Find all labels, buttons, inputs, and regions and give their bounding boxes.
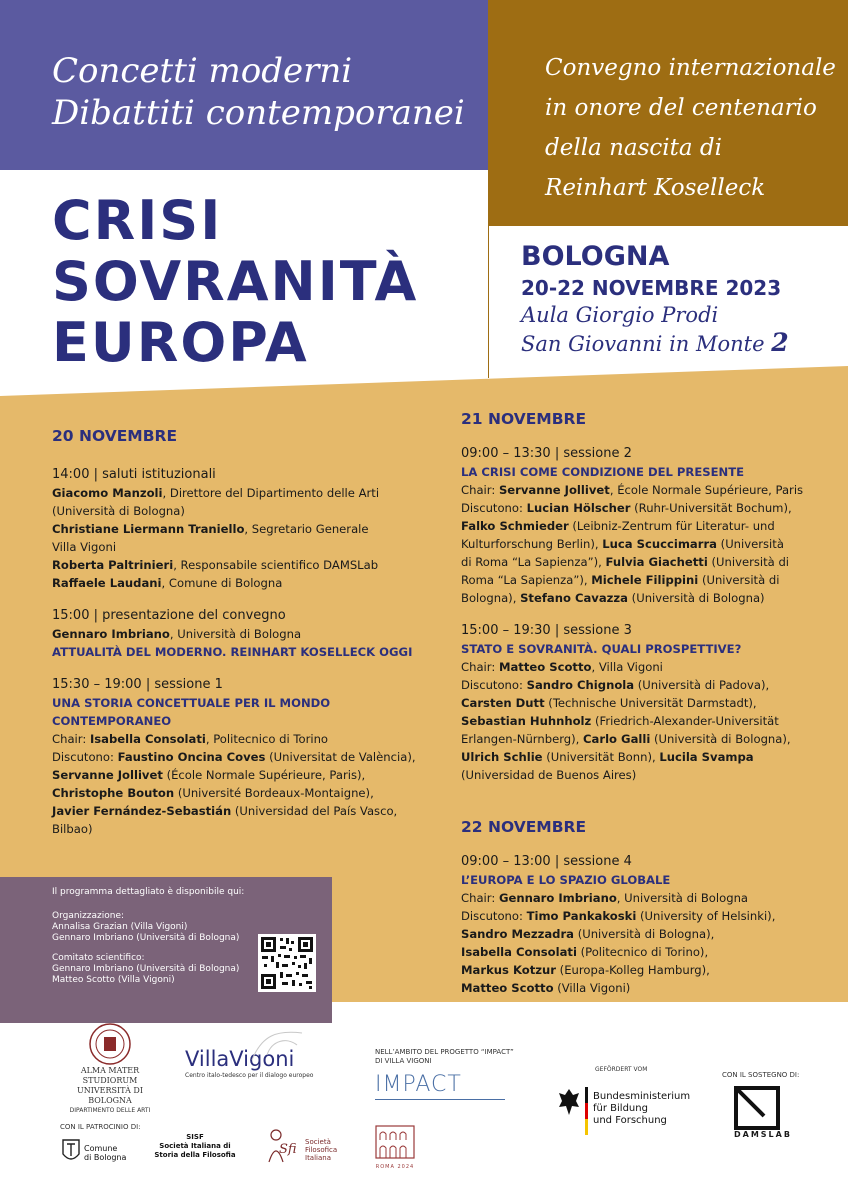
info-box (0, 877, 332, 1023)
speaker-line (461, 589, 836, 607)
intro-line: in onore del centenario (545, 95, 817, 121)
unibo-logo (60, 1022, 160, 1116)
speaker-line (461, 553, 836, 571)
sfi-line: Filosofica (305, 1146, 338, 1154)
bmbf-logo (555, 1065, 695, 1126)
damslab-logo (722, 1070, 822, 1139)
program-link-text: Il programma dettagliato è disponibile qui: (52, 887, 245, 897)
speaker-line (461, 961, 836, 979)
committee-label: Comitato scientifico: (52, 953, 145, 963)
speaker-line (52, 802, 432, 820)
speaker-name: Gennaro Imbriano (52, 627, 170, 641)
comune-line: di Bologna (84, 1153, 127, 1162)
speaker-role: , Politecnico di Torino (205, 732, 329, 746)
session-title: L’EUROPA E LO SPAZIO GLOBALE (461, 873, 671, 887)
main-title (52, 190, 418, 373)
session-time: 09:00 – 13:00 | sessione 4 (461, 854, 632, 869)
speaker-name: Isabella Consolati (89, 732, 206, 746)
intro-line: della nascita di (545, 135, 722, 161)
speaker-role: , Segretario Generale (244, 522, 369, 536)
speaker-line (461, 535, 836, 553)
day2-program (461, 444, 836, 784)
speaker-line (461, 925, 836, 943)
speaker-name: Luca Scuccimarra (602, 537, 717, 551)
speaker-line: Villa Vigoni (52, 540, 117, 554)
impact-rule (375, 1099, 505, 1100)
speaker-role: (Université Bordeaux-Montaigne), (174, 786, 374, 800)
speaker-line (52, 484, 432, 502)
speaker-role: Kulturforschung Berlin), (461, 537, 603, 551)
speaker-prefix: Chair: (461, 483, 499, 497)
eagle-icon (557, 1087, 581, 1117)
speaker-name: Raffaele Laudani (52, 576, 162, 590)
main-title-line: SOVRANITÀ (52, 250, 419, 313)
speaker-name: Sandro Mezzadra (461, 927, 575, 941)
speaker-prefix: Discutono: (461, 501, 527, 515)
day-heading: 22 NOVEMBRE (461, 818, 587, 836)
speaker-role: (Universidad del País Vasco, (231, 804, 398, 818)
speaker-role: (Europa-Kolleg Hamburg), (556, 963, 710, 977)
org-label: Organizzazione: (52, 911, 125, 921)
speaker-name: Lucian Hölscher (526, 501, 631, 515)
speaker-role: Roma “La Sapienza”), (461, 573, 592, 587)
speaker-name: Matteo Scotto (498, 660, 592, 674)
speaker-role: (Politecnico di Torino), (576, 945, 709, 959)
speaker-name: Timo Pankakoski (526, 909, 637, 923)
speaker-role: Bologna), (461, 591, 521, 605)
main-title-line: CRISI (52, 189, 223, 252)
speaker-role: (Università di Padova), (634, 678, 770, 692)
speaker-role: (Ruhr-Universität Bochum), (630, 501, 792, 515)
speaker-role: (Universität Bonn), (542, 750, 660, 764)
session-title: CONTEMPORANEO (52, 714, 172, 728)
speaker-prefix: Chair: (52, 732, 90, 746)
venue-hall: Aula Giorgio Prodi (521, 303, 719, 327)
speaker-role: , Villa Vigoni (591, 660, 663, 674)
speaker-name: Markus Kotzur (461, 963, 556, 977)
speaker-role: (Università di Bologna), (650, 732, 791, 746)
speaker-line (52, 784, 432, 802)
venue-block (521, 240, 789, 358)
speaker-prefix: Chair: (461, 660, 499, 674)
venue-city: BOLOGNA (521, 241, 670, 272)
unibo-seal-icon (88, 1022, 132, 1066)
speaker-line (461, 481, 836, 499)
speaker-role: (Technische Universität Darmstadt), (544, 696, 757, 710)
impact-logo (375, 1048, 535, 1100)
flag-stripe (585, 1087, 588, 1135)
session-title: UNA STORIA CONCETTUALE PER IL MONDO (52, 696, 331, 710)
divider-line (488, 226, 489, 378)
unibo-line: ALMA MATER STUDIORUM (80, 1066, 140, 1085)
sfi-line: Società (305, 1138, 331, 1146)
speaker-line (461, 571, 836, 589)
speaker-name: Fulvia Giachetti (605, 555, 708, 569)
session-title: STATO E SOVRANITÀ. QUALI PROSPETTIVE? (461, 642, 742, 656)
comune-logo (62, 1138, 142, 1168)
sfi-line: Italiana (305, 1154, 332, 1162)
speaker-line (461, 517, 836, 535)
speaker-line (461, 730, 836, 748)
speaker-name: Sebastian Huhnholz (461, 714, 592, 728)
venue-address-street: San Giovanni in Monte (521, 332, 765, 356)
qr-code-icon[interactable] (258, 934, 316, 992)
session-time: 09:00 – 13:30 | sessione 2 (461, 446, 632, 461)
speaker-line (461, 712, 836, 730)
sfi-logo (265, 1128, 345, 1168)
bmbf-line: und Forschung (593, 1115, 667, 1126)
colosseum-icon (375, 1122, 415, 1160)
bmbf-caption: GEFÖRDERT VOM (595, 1066, 648, 1073)
intro-line: Reinhart Koselleck (545, 175, 766, 201)
speaker-role: (École Normale Supérieure, Paris), (162, 768, 366, 782)
speaker-name: Lucila Svampa (659, 750, 754, 764)
speaker-role: (Università di (707, 555, 790, 569)
speaker-name: Carlo Galli (583, 732, 651, 746)
roma-logo (375, 1122, 415, 1170)
speaker-name: Roberta Paltrinieri (52, 558, 174, 572)
lead-title-line: Concetti moderni (52, 51, 353, 91)
speaker-line: (Università di Bologna) (52, 504, 185, 518)
comune-crest-icon (62, 1138, 80, 1164)
speaker-line: Bilbao) (52, 822, 93, 836)
speaker-role: (Università di (698, 573, 780, 587)
speaker-name: Christiane Liermann Traniello (52, 522, 245, 536)
venue-dates: 20-22 NOVEMBRE 2023 (521, 276, 782, 300)
speaker-name: Christophe Bouton (52, 786, 175, 800)
speaker-role: , Università di Bologna (616, 891, 749, 905)
speaker-role: (Friedrich-Alexander-Universität (591, 714, 779, 728)
speaker-role: (Universitat de València), (265, 750, 416, 764)
speaker-role: (Leibniz-Zentrum für Literatur- und (568, 519, 775, 533)
speaker-line (52, 730, 432, 748)
org-member: Gennaro Imbriano (Università di Bologna) (52, 933, 240, 943)
session-title: LA CRISI COME CONDIZIONE DEL PRESENTE (461, 465, 745, 479)
speaker-line (461, 499, 836, 517)
comune-line: Comune (84, 1144, 118, 1153)
speaker-name: Carsten Dutt (461, 696, 545, 710)
speaker-line (461, 748, 836, 766)
speaker-name: Isabella Consolati (461, 945, 577, 959)
speaker-line (52, 748, 432, 766)
intro-line: Convegno internazionale (545, 55, 836, 81)
day3-program (461, 852, 836, 997)
speaker-name: Sandro Chignola (526, 678, 635, 692)
venue-address (521, 329, 789, 358)
speaker-name: Servanne Jollivet (498, 483, 610, 497)
speaker-role: , École Normale Supérieure, Paris (609, 483, 804, 497)
speaker-role: (Università (716, 537, 784, 551)
bmbf-line: für Bildung (593, 1103, 648, 1114)
villa-vigoni-tagline: Centro italo-tedesco per il dialogo europeo (185, 1072, 314, 1079)
speaker-role: , Comune di Bologna (161, 576, 283, 590)
speaker-role: (University of Helsinki), (636, 909, 776, 923)
session-time: 15:00 | presentazione del convegno (52, 608, 286, 623)
committee-member: Gennaro Imbriano (Università di Bologna) (52, 964, 240, 974)
speaker-name: Faustino Oncina Coves (117, 750, 266, 764)
speaker-role: di Roma “La Sapienza”), (461, 555, 606, 569)
speaker-line: (Universidad de Buenos Aires) (461, 768, 637, 782)
speaker-prefix: Discutono: (461, 909, 527, 923)
lead-title-line: Dibattiti contemporanei (52, 93, 465, 133)
damslab-caption: CON IL SOSTEGNO DI: (722, 1071, 800, 1079)
speaker-line (461, 907, 836, 925)
villa-vigoni-wordmark: VillaVigoni (185, 1047, 295, 1071)
villa-vigoni-logo (185, 1025, 345, 1081)
speaker-prefix: Chair: (461, 891, 499, 905)
speaker-role: (Università di Bologna), (574, 927, 715, 941)
damslab-wordmark: DAMSLAB (734, 1130, 792, 1139)
speaker-role: (Università di Bologna) (628, 591, 765, 605)
session-title: ATTUALITÀ DEL MODERNO. REINHART KOSELLECK OGGI (52, 645, 413, 659)
speaker-role: , Responsabile scientifico DAMSLab (173, 558, 379, 572)
impact-caption: DI VILLA VIGONI (375, 1057, 432, 1065)
speaker-name: Gennaro Imbriano (498, 891, 617, 905)
speaker-line (461, 694, 836, 712)
day-heading: 20 NOVEMBRE (52, 427, 178, 445)
committee-member: Matteo Scotto (Villa Vigoni) (52, 975, 175, 985)
session-time: 15:00 – 19:30 | sessione 3 (461, 623, 632, 638)
speaker-line (52, 766, 432, 784)
patronage-caption: CON IL PATROCINIO DI: (60, 1123, 141, 1131)
speaker-name: Giacomo Manzoli (52, 486, 163, 500)
speaker-line (52, 556, 432, 574)
speaker-role: , Università di Bologna (169, 627, 302, 641)
speaker-name: Ulrich Schlie (461, 750, 543, 764)
speaker-role: , Direttore del Dipartimento delle Arti (162, 486, 380, 500)
day1-program (52, 465, 432, 838)
sisf-line: Società Italiana di (159, 1142, 231, 1150)
speaker-name: Javier Fernández-Sebastián (52, 804, 232, 818)
bmbf-line: Bundesministerium (593, 1091, 691, 1102)
speaker-line (52, 625, 432, 643)
speaker-line (461, 676, 836, 694)
speaker-name: Falko Schmieder (461, 519, 569, 533)
impact-caption: NELL’AMBITO DEL PROGETTO “IMPACT” (375, 1048, 514, 1056)
bmbf-text (593, 1091, 690, 1127)
speaker-line (461, 979, 836, 997)
speaker-line (461, 943, 836, 961)
speaker-line (52, 520, 432, 538)
speaker-prefix: Discutono: (461, 678, 527, 692)
lead-title (52, 50, 465, 134)
day-heading: 21 NOVEMBRE (461, 410, 587, 428)
villa-vigoni-figure-icon (247, 1025, 307, 1065)
roma-caption: ROMA 2024 (375, 1164, 415, 1170)
org-member: Annalisa Grazian (Villa Vigoni) (52, 922, 188, 932)
speaker-role: (Villa Vigoni) (553, 981, 631, 995)
speaker-line (461, 889, 836, 907)
sfi-mark: Sfi (279, 1142, 297, 1157)
speaker-name: Matteo Scotto (461, 981, 554, 995)
session-time: 14:00 | saluti istituzionali (52, 467, 216, 482)
damslab-mark-icon (734, 1086, 780, 1130)
speaker-name: Servanne Jollivet (52, 768, 163, 782)
conference-intro (545, 48, 836, 208)
session-time: 15:30 – 19:00 | sessione 1 (52, 677, 223, 692)
sisf-logo (150, 1133, 240, 1160)
venue-address-number: 2 (771, 328, 789, 357)
speaker-line (461, 658, 836, 676)
main-title-line: EUROPA (52, 311, 309, 374)
sisf-line: SISF (186, 1133, 204, 1141)
unibo-line: UNIVERSITÀ DI BOLOGNA (77, 1086, 143, 1105)
speaker-line (52, 574, 432, 592)
speaker-name: Stefano Cavazza (520, 591, 628, 605)
speaker-prefix: Discutono: (52, 750, 118, 764)
speaker-role: Erlangen-Nürnberg), (461, 732, 584, 746)
speaker-name: Michele Filippini (591, 573, 699, 587)
sisf-line: Storia della Filosofia (154, 1151, 236, 1159)
impact-wordmark: IMPACT (375, 1072, 462, 1097)
unibo-line: DIPARTIMENTO DELLE ARTI (69, 1107, 151, 1114)
